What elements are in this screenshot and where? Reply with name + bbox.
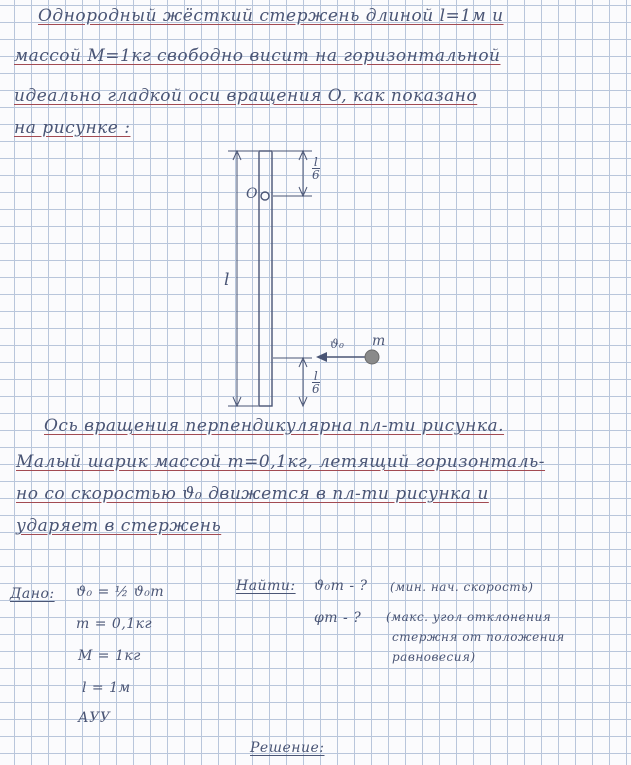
middle-line-3: но со скоростью ϑ₀ движется в пл-ти рисунка и: [16, 484, 489, 504]
top-segment-fraction: [312, 156, 320, 181]
intro-line-4: на рисунке :: [14, 118, 131, 138]
solution-heading: Решение:: [250, 740, 325, 756]
find-heading: Найти:: [236, 578, 296, 594]
given-heading: Дано:: [10, 586, 55, 602]
intro-line-2: массой M=1кг свободно висит на горизонтальной: [14, 46, 501, 66]
velocity-label: ϑ₀: [330, 337, 345, 351]
bottom-segment-fraction: [312, 370, 320, 395]
middle-line-2: Малый шарик массой m=0,1кг, летящий горизонталь-: [16, 452, 546, 472]
top-fraction-num: l: [313, 155, 319, 169]
bottom-fraction-num: l: [313, 369, 319, 383]
intro-line-1: Однородный жёсткий стержень длиной l=1м и: [38, 6, 504, 26]
find-item-1-note: (мин. нач. скорость): [390, 580, 534, 594]
find-item-2-note-2: стержня от положения: [392, 630, 565, 644]
ball-mass-label: m: [372, 333, 386, 349]
rod-length-label: l: [224, 270, 230, 290]
rod: [259, 151, 272, 406]
bottom-fraction-den: 6: [312, 382, 321, 396]
given-item-2: m = 0,1кг: [76, 616, 153, 632]
intro-line-3: идеально гладкой оси вращения O, как показано: [14, 86, 478, 106]
given-item-1: ϑ₀ = ½ ϑ₀m: [76, 584, 165, 600]
ball: [365, 350, 379, 364]
find-item-2-note-3: равновесия): [392, 650, 476, 664]
given-item-4: l = 1м: [82, 680, 131, 696]
pivot-label: O: [246, 186, 258, 202]
given-item-5: АУУ: [78, 710, 111, 726]
middle-line-1: Ось вращения перпендикулярна пл-ти рисунка.: [44, 416, 505, 436]
find-item-2-note-1: (макс. угол отклонения: [386, 610, 552, 624]
pivot-point: [261, 192, 269, 200]
top-fraction-den: 6: [312, 168, 321, 182]
middle-line-4: ударяет в стержень: [16, 516, 222, 536]
given-item-3: M = 1кг: [78, 648, 141, 664]
find-item-2-expr: φm - ?: [314, 610, 362, 626]
find-item-1-expr: ϑ₀m - ?: [314, 578, 368, 594]
